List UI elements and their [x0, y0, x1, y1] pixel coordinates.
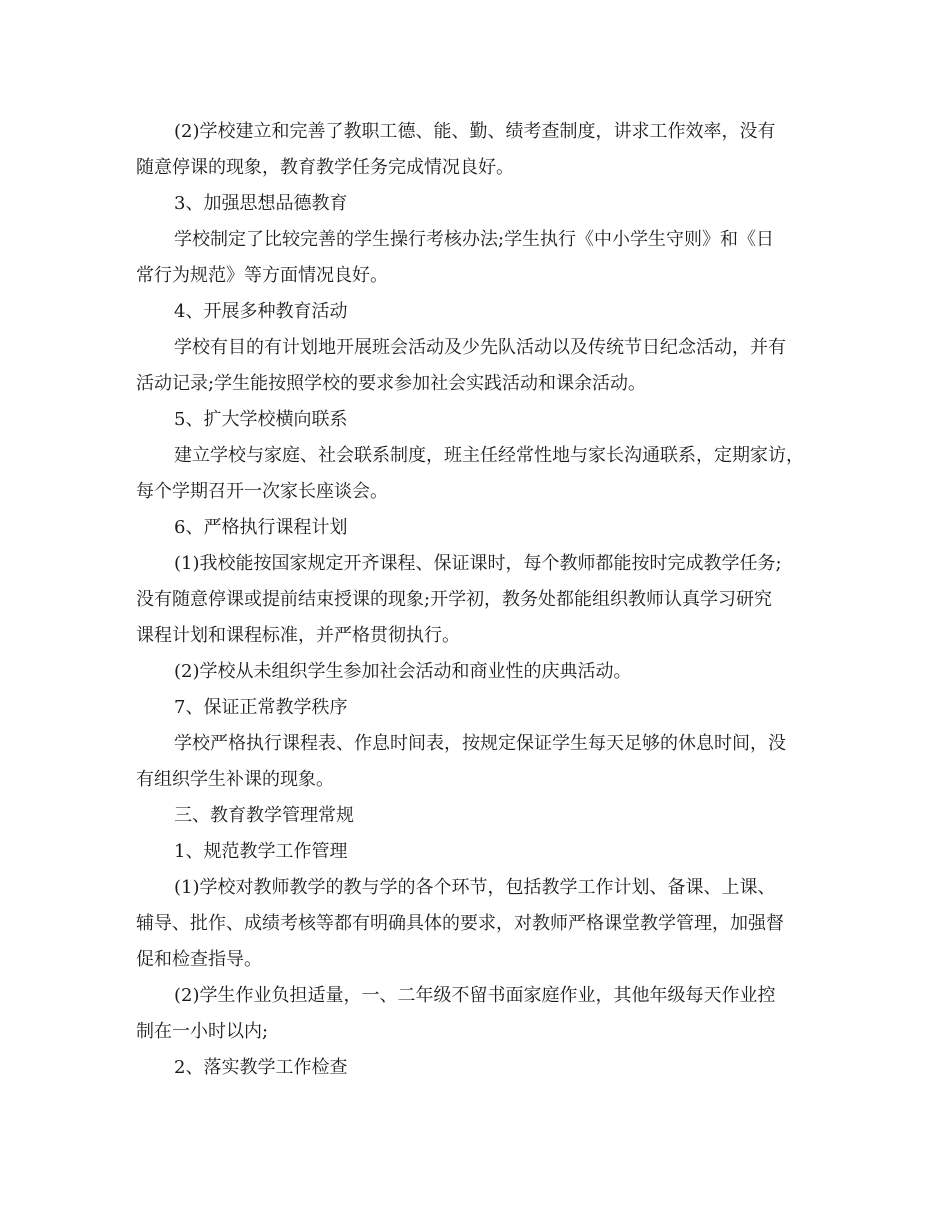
- text-line: 课程计划和课程标准，并严格贯彻执行。: [136, 625, 460, 646]
- text-line: 随意停课的现象，教育教学任务完成情况良好。: [136, 157, 514, 178]
- document-body: [136, 114, 830, 1086]
- text-line: 活动记录;学生能按照学校的要求参加社会实践活动和课余活动。: [136, 373, 647, 394]
- paragraph: [136, 834, 830, 870]
- paragraph: [136, 654, 830, 690]
- paragraph: [136, 870, 830, 978]
- paragraph: [136, 798, 830, 834]
- text-line: 学校有目的有计划地开展班会活动及少先队活动以及传统节日纪念活动，并有: [174, 337, 786, 358]
- paragraph: [136, 114, 830, 186]
- text-line: 7、保证正常教学秩序: [174, 697, 348, 718]
- text-line: 6、严格执行课程计划: [174, 517, 348, 538]
- text-line: 三、教育教学管理常规: [174, 805, 354, 826]
- text-line: (2)学生作业负担适量，一、二年级不留书面家庭作业，其他年级每天作业控: [174, 985, 776, 1006]
- text-line: 每个学期召开一次家长座谈会。: [136, 481, 388, 502]
- text-line: 没有随意停课或提前结束授课的现象;开学初，教务处都能组织教师认真学习研究: [136, 589, 773, 610]
- text-line: 辅导、批作、成绩考核等都有明确具体的要求，对教师严格课堂教学管理，加强督: [136, 913, 784, 934]
- text-line: 常行为规范》等方面情况良好。: [136, 265, 388, 286]
- text-line: 促和检查指导。: [136, 949, 262, 970]
- paragraph: [136, 510, 830, 546]
- paragraph: [136, 690, 830, 726]
- paragraph: [136, 402, 830, 438]
- paragraph: [136, 1050, 830, 1086]
- text-line: (1)我校能按国家规定开齐课程、保证课时，每个教师都能按时完成教学任务;: [174, 553, 782, 574]
- text-line: 制在一小时以内;: [136, 1021, 269, 1042]
- text-line: 建立学校与家庭、社会联系制度，班主任经常性地与家长沟通联系，定期家访，: [174, 445, 804, 466]
- paragraph: [136, 222, 830, 294]
- text-line: 1、规范教学工作管理: [174, 841, 348, 862]
- text-line: 2、落实教学工作检查: [174, 1057, 348, 1078]
- text-line: 学校制定了比较完善的学生操行考核办法;学生执行《中小学生守则》和《日: [174, 229, 775, 250]
- paragraph: [136, 330, 830, 402]
- paragraph: [136, 726, 830, 798]
- text-line: 3、加强思想品德教育: [174, 193, 348, 214]
- text-line: 5、扩大学校横向联系: [174, 409, 348, 430]
- text-line: 学校严格执行课程表、作息时间表，按规定保证学生每天足够的休息时间，没: [174, 733, 786, 754]
- paragraph: [136, 978, 830, 1050]
- paragraph: [136, 438, 830, 510]
- text-line: (1)学校对教师教学的教与学的各个环节，包括教学工作计划、备课、上课、: [174, 877, 776, 898]
- text-line: (2)学校从未组织学生参加社会活动和商业性的庆典活动。: [174, 661, 632, 682]
- paragraph: [136, 546, 830, 654]
- text-line: 4、开展多种教育活动: [174, 301, 348, 322]
- paragraph: [136, 186, 830, 222]
- paragraph: [136, 294, 830, 330]
- text-line: (2)学校建立和完善了教职工德、能、勤、绩考查制度，讲求工作效率，没有: [174, 121, 776, 142]
- text-line: 有组织学生补课的现象。: [136, 769, 334, 790]
